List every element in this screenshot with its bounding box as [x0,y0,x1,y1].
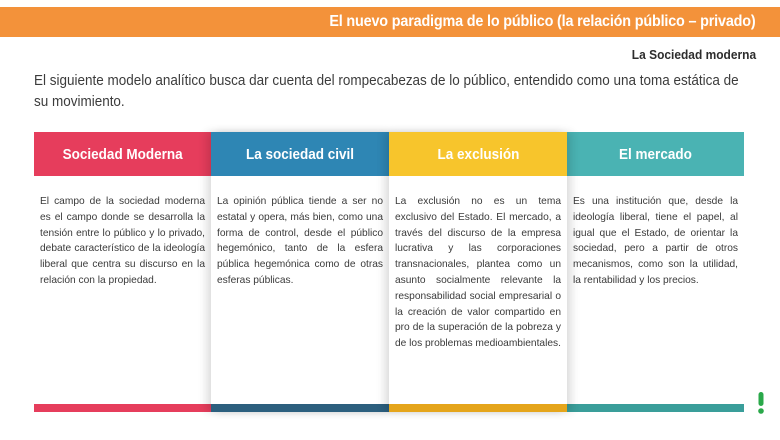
column-sociedad-moderna [34,132,211,412]
header-banner [0,7,780,37]
column-title: El mercado [619,145,692,163]
column-exclusion [389,132,567,412]
column-header [34,132,211,176]
section-subtitle: La Sociedad moderna [631,47,756,62]
column-header [211,132,389,176]
exclamation-icon[interactable] [756,392,766,414]
column-text: La opinión pública tiende a ser no estatal y opera, más bien, como una forma de control, desde el público hegemónico, tanto de la esfera pública hegemónica como de otras esferas públicas. [217,196,383,286]
column-header [567,132,744,176]
concept-columns [34,132,744,412]
column-text: Es una institución que, desde la ideología liberal, tiene el papel, al igual que el Estado, de orientar la sociedad, pero a partir de otros mecanismos, como son la utilidad, la rentabilidad y los precios. [573,196,738,286]
column-footer-bar [567,404,744,412]
column-title: La exclusión [437,145,519,163]
column-title: La sociedad civil [245,145,355,163]
intro-paragraph: El siguiente modelo analítico busca dar cuenta del rompecabezas de lo público, entendido como una toma estática de su movimiento. [34,73,739,110]
column-title: Sociedad Moderna [62,145,183,163]
column-mercado [567,132,744,412]
page-title: El nuevo paradigma de lo público (la relación público – privado) [329,13,756,30]
column-footer-bar [34,404,211,412]
column-text: El campo de la sociedad moderna es el campo donde se desarrolla la tensión entre lo público y lo privado, debate característico de la ideología liberal que centra su discurso en la relación con la propiedad. [40,196,205,286]
column-text: La exclusión no es un tema exclusivo del Estado. El mercado, a través del discurso de la empresa lucrativa y las corporaciones transnacionales, plantea como un asunto socialmente relevante la responsabilidad social empresarial o la creación de valor compartido en pro de la superación de la pobreza y de los problemas medioambientales. [395,196,561,350]
column-footer-bar [211,404,389,412]
column-footer-bar [389,404,567,412]
column-sociedad-civil [211,132,389,412]
column-header [389,132,567,176]
